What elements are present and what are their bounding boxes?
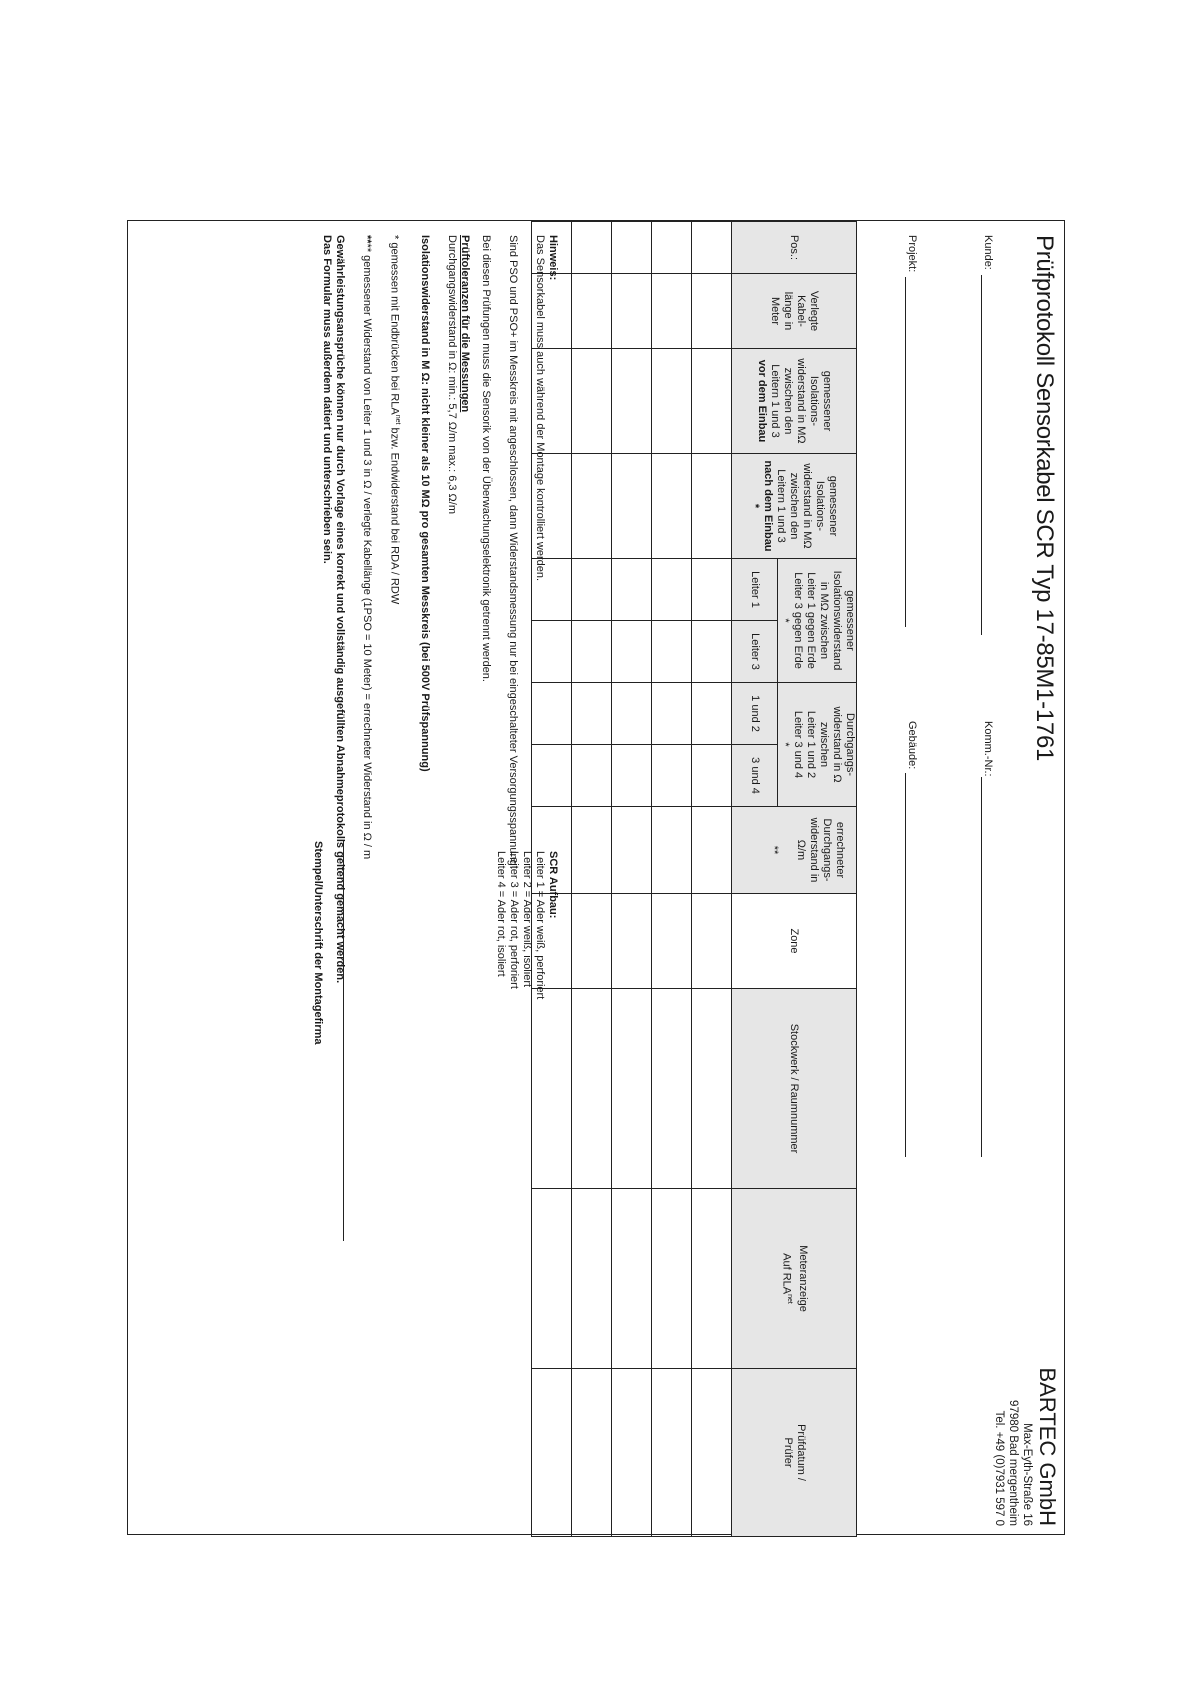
table-cell[interactable]	[572, 989, 612, 1189]
table-cell[interactable]	[572, 1189, 612, 1369]
table-row	[652, 222, 692, 1537]
table-cell[interactable]	[652, 222, 692, 274]
table-cell[interactable]	[612, 989, 652, 1189]
table-cell[interactable]	[692, 894, 732, 989]
table-cell[interactable]	[692, 559, 732, 621]
hinweis-title: Hinweis:	[547, 235, 559, 281]
scr-leiter-2: Leiter 2 = Ader weiß, isoliert	[521, 851, 533, 988]
table-cell[interactable]	[692, 807, 732, 894]
table-cell[interactable]	[572, 454, 612, 559]
table-cell[interactable]	[652, 1369, 692, 1537]
toleranzen-title: Prüftoleranzen für die Messungen	[459, 235, 471, 413]
gebaeude-label: Gebäude:	[906, 721, 918, 770]
table-cell[interactable]	[572, 274, 612, 349]
header-durch-1-2: 1 und 2	[732, 683, 778, 745]
table-cell[interactable]	[692, 274, 732, 349]
scr-title: SCR Aufbau:	[547, 851, 559, 919]
star-footnote: * gemessen mit Endbrücken bei $RLA^{net}$ bzw. Endwiderstand bei RDA / RDW	[388, 235, 401, 605]
scr-leiter-3: Leiter 3 = Ader rot, perforiert	[508, 851, 520, 989]
table-cell[interactable]	[572, 683, 612, 745]
scr-aufbau	[494, 851, 559, 1151]
header-iso-erde: gemessener Isolationswiderstand in MΩ zwischen Leiter 1 gegen Erde Leiter 3 gegen Erde *	[778, 559, 857, 683]
table-cell[interactable]	[652, 807, 692, 894]
table-cell[interactable]	[572, 1369, 612, 1537]
header-durchgang: Durchgangs- widerstand in Ω zwischen Leiter 1 und 2 Leiter 3 und 4 *	[778, 683, 857, 807]
table-cell[interactable]	[652, 989, 692, 1189]
header-iso-leiter1: Leiter 1	[732, 559, 778, 621]
table-cell[interactable]	[652, 621, 692, 683]
header-kabellaenge: Verlegte Kabel- länge in Meter	[732, 274, 857, 349]
table-cell[interactable]	[612, 807, 652, 894]
doublestar-footnote: **** gemessener Widerstand von Leiter 1 und 3 in Ω / verlegte Kabellänge (1PSO = 10 Meter) = errechneter Widerstand in Ω / m	[361, 235, 374, 860]
gewaehrleistung-line1: Gewährleistungsansprüche können nur durch Vorlage eines korrekt und vollständig ausgefüllten Abnahmeprotokolls geltend gemacht werden.	[334, 235, 347, 984]
table-cell[interactable]	[572, 807, 612, 894]
table-cell[interactable]	[692, 222, 732, 274]
table-cell[interactable]	[532, 1189, 572, 1369]
company-street: Max-Eyth-Straße 16	[1021, 1423, 1033, 1526]
table-cell[interactable]	[692, 349, 732, 454]
komm-nr-field[interactable]	[981, 777, 982, 1157]
pso-note: Sind PSO und PSO+ im Messkreis mit angeschlossen, dann Widerstandsmessung nur bei eingeschalteter Versorgungsspannung!	[507, 235, 519, 869]
table-cell[interactable]	[612, 454, 652, 559]
company-block	[992, 1226, 1060, 1526]
table-cell[interactable]	[612, 1189, 652, 1369]
protocol-sheet	[127, 220, 1065, 1535]
protocol-table	[531, 221, 857, 1537]
stamp-label: Stempel/Unterschrift der Montagefirma	[312, 841, 324, 1045]
table-cell[interactable]	[612, 894, 652, 989]
table-row	[572, 222, 612, 1537]
header-iso-leiter3: Leiter 3	[732, 621, 778, 683]
gebaeude-field[interactable]	[905, 773, 906, 1157]
table-cell[interactable]	[692, 1189, 732, 1369]
table-cell[interactable]	[572, 559, 612, 621]
durchgang-tolerance: Durchgangswiderstand in Ω: min.: 5,7 Ω/m max.: 6,3 Ω/m	[446, 235, 458, 514]
table-cell[interactable]	[692, 745, 732, 807]
scr-leiter-1: Leiter 1 = Ader weiß, perforiert	[534, 851, 546, 1000]
table-cell[interactable]	[652, 274, 692, 349]
table-cell[interactable]	[652, 349, 692, 454]
table-cell[interactable]	[572, 745, 612, 807]
document-title: Prüfprotokoll Sensorkabel SCR Typ 17-85M1-1761	[1031, 235, 1058, 762]
table-cell[interactable]	[612, 559, 652, 621]
table-cell[interactable]	[612, 349, 652, 454]
scr-leiter-4: Leiter 4 = Ader rot, isoliert	[495, 851, 507, 977]
hinweis-text: Das Sensorkabel muss auch während der Montage kontrolliert werden.	[534, 235, 546, 582]
table-row	[692, 222, 732, 1537]
table-cell[interactable]	[572, 349, 612, 454]
table-cell[interactable]	[692, 989, 732, 1189]
komm-nr-label: Komm.-Nr.:	[982, 721, 994, 777]
table-cell[interactable]	[692, 621, 732, 683]
table-cell[interactable]	[692, 1369, 732, 1537]
table-cell[interactable]	[572, 222, 612, 274]
company-city: 97980 Bad mergentheim	[1007, 1400, 1019, 1526]
table-cell[interactable]	[532, 1369, 572, 1537]
header-iso-nach-einbau: gemessener Isolations- widerstand in MΩ zwischen den Leitern 1 und 3 nach dem Einbau *	[732, 454, 857, 559]
isolation-tolerance: Isolationswiderstand in M Ω: nicht kleiner als 10 MΩ pro gesamten Messkreis (bei 500V Prüfspannung)	[419, 235, 431, 772]
kunde-field[interactable]	[981, 275, 982, 635]
table-cell[interactable]	[652, 559, 692, 621]
table-cell[interactable]	[612, 745, 652, 807]
pruefungen-note: Bei diesen Prüfungen muss die Sensorik von der Überwachungselektronik getrennt werden.	[480, 235, 492, 682]
header-pruefdatum: Prüfdatum / Prüfer	[732, 1369, 857, 1537]
table-cell[interactable]	[612, 683, 652, 745]
table-cell[interactable]	[572, 621, 612, 683]
company-phone: Tel. +49 (0)7931 597 0	[993, 1410, 1005, 1526]
table-cell[interactable]	[652, 745, 692, 807]
landscape-page	[128, 221, 1066, 1536]
table-cell[interactable]	[572, 894, 612, 989]
signature-line[interactable]	[343, 841, 344, 1241]
table-cell[interactable]	[652, 454, 692, 559]
table-cell[interactable]	[692, 454, 732, 559]
table-cell[interactable]	[692, 683, 732, 745]
header-meteranzeige: Meteranzeige Auf $RLA^{net}$	[732, 1189, 857, 1369]
header-durch-3-4: 3 und 4	[732, 745, 778, 807]
table-cell[interactable]	[652, 1189, 692, 1369]
header-pos: Pos.:	[732, 222, 857, 274]
table-cell[interactable]	[612, 621, 652, 683]
projekt-label: Projekt:	[906, 235, 918, 273]
table-cell[interactable]	[612, 222, 652, 274]
projekt-field[interactable]	[905, 277, 906, 627]
header-stockwerk: Stockwerk / Raumnummer	[732, 989, 857, 1189]
gewaehrleistung-line2: Das Formular muss außerdem datiert und unterschrieben sein.	[321, 235, 334, 564]
kunde-label: Kunde:	[982, 235, 994, 270]
table-cell[interactable]	[612, 274, 652, 349]
header-errechnet: errechneter Durchgangs- widerstand in Ω/m **	[732, 807, 857, 894]
table-cell[interactable]	[652, 683, 692, 745]
table-cell[interactable]	[652, 894, 692, 989]
header-zone: Zone	[732, 894, 857, 989]
header-iso-vor-einbau: gemessener Isolations- widerstand in MΩ zwischen den Leitern 1 und 3 vor dem Einbau	[732, 349, 857, 454]
company-name: BARTEC GmbH	[1035, 1367, 1060, 1526]
table-row	[612, 222, 652, 1537]
table-cell[interactable]	[612, 1369, 652, 1537]
